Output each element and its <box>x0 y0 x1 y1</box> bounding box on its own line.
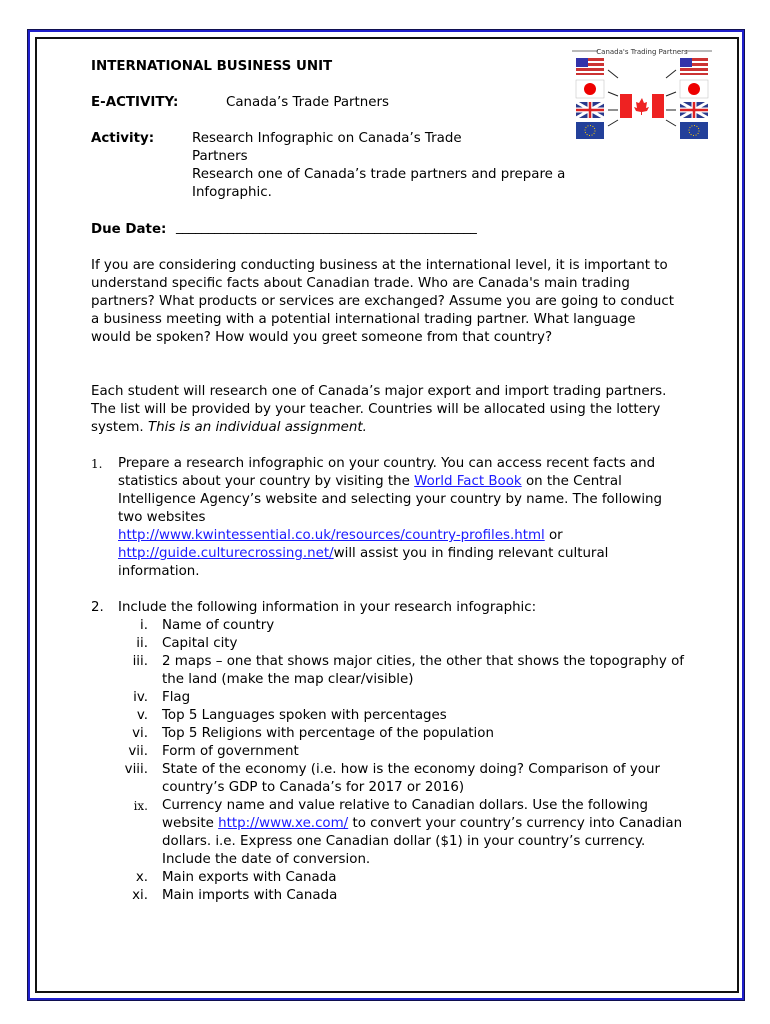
usa-flag-icon <box>576 58 604 75</box>
list-item <box>92 743 698 761</box>
assignment-paragraph <box>91 383 676 437</box>
individual-note: This is an individual assignment. <box>147 420 367 435</box>
culturecrossing-link[interactable]: http://guide.culturecrossing.net/ <box>118 546 334 561</box>
usa-flag-icon <box>680 58 708 75</box>
activity-line1: Research Infographic on Canada’s Trade Partners <box>192 131 462 164</box>
item2 <box>118 599 698 905</box>
eactivity-label: E-ACTIVITY: <box>91 95 179 110</box>
list-text: Top 5 Languages spoken with percentages <box>162 708 447 723</box>
list-item <box>92 617 698 635</box>
list-text: Flag <box>162 690 191 705</box>
uk-flag-icon <box>680 102 708 118</box>
list-number: vii. <box>128 744 148 759</box>
japan-flag-icon <box>576 80 604 98</box>
list-item <box>92 653 698 689</box>
list-text <box>162 797 692 869</box>
list-number: viii. <box>124 762 148 777</box>
eu-flag-icon <box>576 122 604 139</box>
item1-text <box>118 455 678 581</box>
japan-flag-icon <box>680 80 708 98</box>
due-date-blank[interactable]: _______________________________________________ <box>176 220 477 235</box>
list-text: State of the economy (i.e. how is the economy doing? Comparison of your country’s GDP to Canada’s for 2017 or 2016) <box>162 762 660 795</box>
list-item <box>92 635 698 653</box>
eactivity-value: Canada’s Trade Partners <box>226 95 390 110</box>
list-text: Capital city <box>162 636 238 651</box>
list-text: Main imports with Canada <box>162 888 338 903</box>
currency-text-a: Currency name and value relative to Canadian dollars. Use the following website <box>162 798 649 831</box>
eu-flag-icon <box>680 122 708 139</box>
list-item <box>92 887 698 905</box>
list-item <box>92 707 698 725</box>
item1-text-b: on the Central Intelligence Agency’s website and selecting your country by name. The following two websites <box>118 474 663 525</box>
list-number: x. <box>135 870 148 885</box>
list-item <box>92 869 698 887</box>
list-text: Form of government <box>162 744 299 759</box>
item1-text-c: or <box>548 528 563 543</box>
list-item <box>92 761 698 797</box>
item2-intro: Include the following information in your research infographic: <box>118 600 537 615</box>
kwintessential-link[interactable]: http://www.kwintessential.co.uk/resources/country-profiles.html <box>118 528 545 543</box>
info-list <box>92 617 698 905</box>
list-text: 2 maps – one that shows major cities, the other that shows the topography of the land (make the map clear/visible) <box>162 654 684 687</box>
list-item <box>92 797 698 869</box>
due-date-label: Due Date: <box>91 222 167 237</box>
item1-number: 1. <box>91 457 103 471</box>
activity-line2: Research one of Canada’s trade partners and prepare a Infographic. <box>192 167 566 200</box>
xe-link[interactable]: http://www.xe.com/ <box>218 816 349 831</box>
list-number: v. <box>136 708 148 723</box>
currency-text-b: to convert your country’s currency into Canadian dollars. i.e. Express one Canadian dollar ($1) in your country’s currency. Include the date of conversion. <box>162 816 683 867</box>
trading-partners-infographic <box>572 46 712 142</box>
list-item <box>92 725 698 743</box>
infographic-caption: Canada's Trading Partners <box>596 48 688 56</box>
canada-flag-icon <box>620 94 664 118</box>
list-item <box>92 689 698 707</box>
list-number: vi. <box>132 726 148 741</box>
uk-flag-icon <box>576 102 604 118</box>
list-text: Main exports with Canada <box>162 870 337 885</box>
item2-number: 2. <box>91 600 104 615</box>
list-text: Name of country <box>162 618 275 633</box>
world-fact-book-link[interactable]: World Fact Book <box>414 474 522 489</box>
intro-paragraph: If you are considering conducting business at the international level, it is important to understand specific facts about Canadian trade. Who are Canada's main trading partners? What products or services are exchanged? Assume you are going to conduct a business meeting with a potential international trading partner. What language would be spoken? How would you greet someone from that country? <box>91 258 675 345</box>
list-number: xi. <box>132 888 148 903</box>
list-number: i. <box>140 618 148 633</box>
list-number: iii. <box>132 654 148 669</box>
unit-title: INTERNATIONAL BUSINESS UNIT <box>91 59 333 74</box>
list-number: iv. <box>133 690 148 705</box>
assignment-text: Each student will research one of Canada’s major export and import trading partners. The list will be provided by your teacher. Countries will be allocated using the lottery system. <box>91 384 667 435</box>
list-number: ii. <box>136 636 148 651</box>
list-text: Top 5 Religions with percentage of the population <box>162 726 494 741</box>
activity-label: Activity: <box>91 131 155 146</box>
item1-text-a: Prepare a research infographic on your country. You can access recent facts and statistics about your country by visiting the <box>118 456 656 489</box>
item1-text-d: will assist you in finding relevant cultural information. <box>118 546 609 579</box>
list-number: ix. <box>133 799 148 813</box>
